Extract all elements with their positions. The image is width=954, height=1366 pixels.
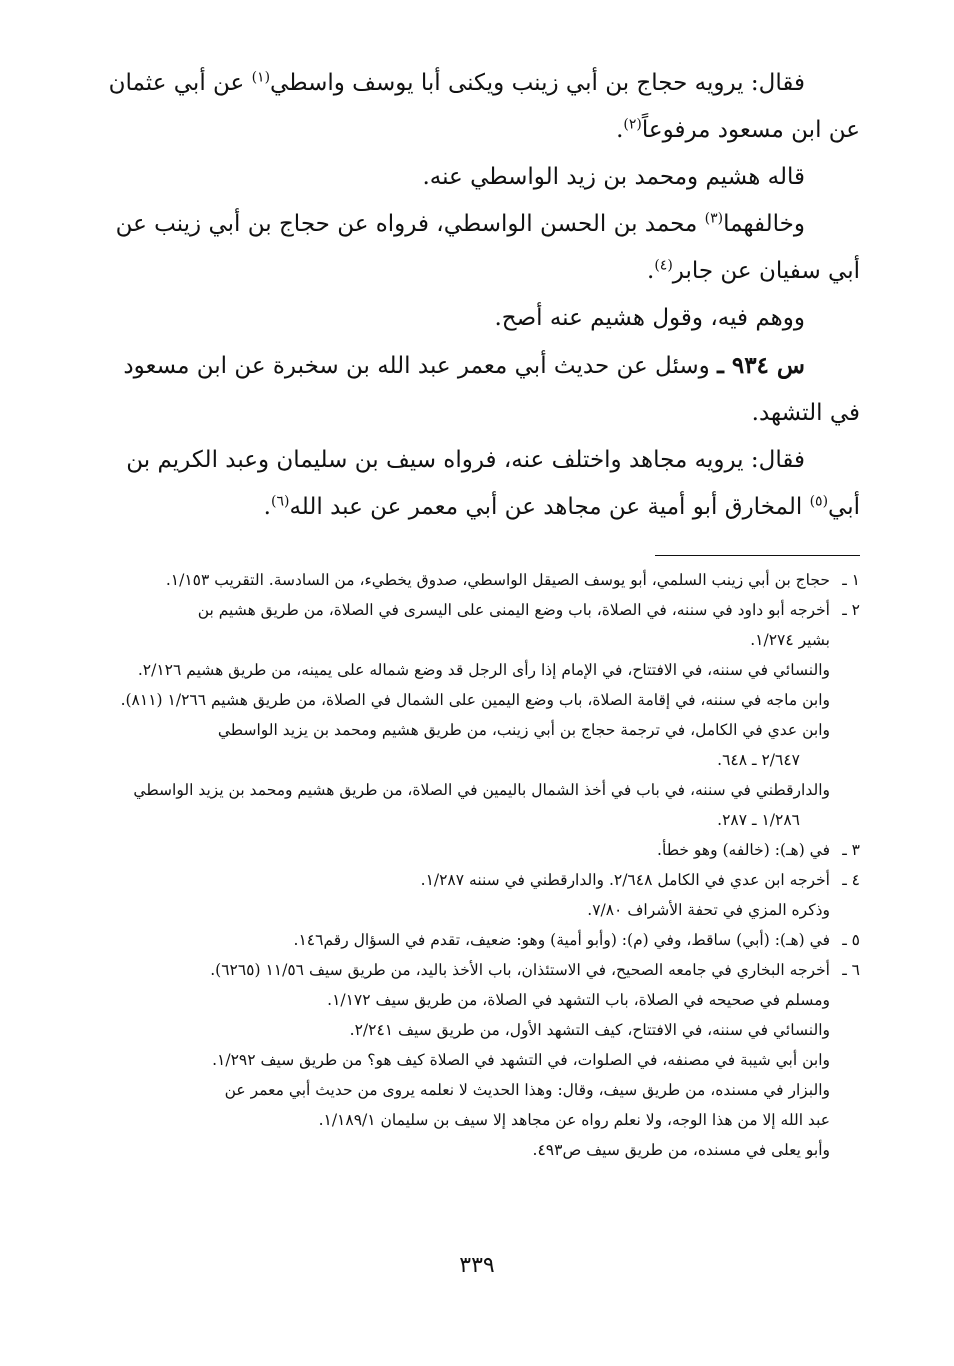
footnotes <box>120 565 860 1165</box>
footnote-number: ١ ـ <box>842 571 860 589</box>
question-number: س ٩٣٤ ـ <box>717 352 805 379</box>
main-text <box>108 60 860 531</box>
footnote-ref[interactable]: (٣) <box>704 210 724 227</box>
footnote-line: وابن أبي شيبة في مصنفه، في الصلوات، في التشهد في الصلاة كيف هو؟ من طريق سيف ١/٢٩٢. <box>212 1051 830 1069</box>
text-line: في التشهد. <box>751 400 860 426</box>
footnote-line: في (هـ): (خالفه) وهو خطأ. <box>657 841 830 859</box>
footnote-line: ١/٢٨٦ ـ ٢٨٧. <box>717 811 800 829</box>
footnote <box>135 565 860 595</box>
footnote <box>135 595 860 655</box>
footnote <box>135 835 860 865</box>
page-number: ٣٣٩ <box>459 1253 495 1278</box>
footnote-line: وابن ماجه في سننه، في إقامة الصلاة، باب وضع اليمين على الشمال في الصلاة، من طريق هشيم ١/٢٦٦ (٨١١). <box>120 691 830 709</box>
footnote-line: في (هـ): (أبي) ساقط، وفي (م): (وأبو أمية) وهو: ضعيف، تقدم في السؤال رقم١٤٦. <box>293 931 830 949</box>
text-line: ووهم فيه، وقول هشيم عنه أصح. <box>494 305 805 331</box>
text-line: أبي$^{(٥)}$ المخارق أبو أمية عن مجاهد عن أبي معمر عن عبد الله$^{(٦)}$. <box>263 493 860 520</box>
footnote-continuation <box>120 655 860 835</box>
text-line: وخالفهما$^{(٣)}$ محمد بن الحسن الواسطي، فرواه عن حجاج بن أبي زينب عن <box>115 210 805 237</box>
footnote-ref[interactable]: (٤) <box>654 257 673 274</box>
footnote-line: أخرجه أبو داود في سننه، في الصلاة، باب وضع اليمنى على اليسرى في الصلاة، من طريق هشيم بن <box>197 601 830 619</box>
text-line: فقال: يرويه حجاج بن أبي زينب ويكنى أبا يوسف واسطي$^{(١)}$ عن أبي عثمان <box>108 69 805 96</box>
footnote-ref[interactable]: (٢) <box>623 116 642 133</box>
footnote-line: بشير ١/٢٧٤. <box>750 631 830 649</box>
footnote-line: ومسلم في صحيحه في الصلاة، باب التشهد في الصلاة، من طريق سيف ١/١٧٢. <box>327 991 830 1009</box>
footnote-line: والنسائي في سننه، في الافتتاح، في الإمام إذا رأى الرجل قد وضع شماله على يمينه، من طريق هشيم ٢/١٢٦. <box>137 661 830 679</box>
footnote-line: أخرجه البخاري في جامعه الصحيح، في الاستئذان، باب الأخذ باليد، من طريق سيف ١١/٥٦ (٦٢٦٥). <box>210 961 830 979</box>
footnote-ref[interactable]: (٦) <box>270 493 290 510</box>
question-line: س ٩٣٤ ـ وسئل عن حديث أبي معمر عبد الله بن سخبرة عن ابن مسعود <box>123 352 805 379</box>
footnote-ref[interactable]: (١) <box>251 69 271 86</box>
footnote-number: ٥ ـ <box>842 931 860 949</box>
footnote-number: ٦ ـ <box>842 961 860 979</box>
text-line: عن ابن مسعود مرفوعاً$^{(٢)}$. <box>616 116 860 143</box>
footnote-line: عبد الله إلا من هذا الوجه، ولا نعلم رواه عن مجاهد إلا سيف بن سليمان ١/١٨٩/١. <box>318 1111 830 1129</box>
footnote <box>135 955 860 1165</box>
text-line: أبي سفيان عن جابر$^{(٤)}$. <box>647 257 860 284</box>
footnote <box>135 925 860 955</box>
footnote-divider <box>655 555 860 556</box>
footnote-line: وأبو يعلى في مسنده، من طريق سيف ص٤٩٣. <box>532 1141 830 1159</box>
footnote-line: حجاج بن أبي زينب السلمي، أبو يوسف الصيقل الواسطي، صدوق يخطيء، من السادسة. التقريب ١/١٥٣. <box>165 571 830 589</box>
footnote-line: والدارقطني في سننه، في باب في أخذ الشمال باليمين في الصلاة، من طريق هشيم ومحمد بن يزيد الواسطي <box>133 781 830 799</box>
footnote-number: ٢ ـ <box>842 601 860 619</box>
footnote <box>135 865 860 925</box>
footnote-ref[interactable]: (٥) <box>809 493 829 510</box>
text-line: قاله هشيم ومحمد بن زيد الواسطي عنه. <box>422 164 805 190</box>
footnote-line: وابن عدي في الكامل، في ترجمة حجاج بن أبي زينب، من طريق هشيم ومحمد بن يزيد الواسطي <box>217 721 830 739</box>
footnote-line: ٢/٦٤٧ ـ ٦٤٨. <box>717 751 800 769</box>
footnote-line: أخرجه ابن عدي في الكامل ٢/٦٤٨. والدارقطني في سننه ١/٢٨٧. <box>420 871 830 889</box>
footnote-line: والنسائي في سننه، في الافتتاح، كيف التشهد الأول، من طريق سيف ٢/٢٤١. <box>349 1021 830 1039</box>
footnote-number: ٣ ـ <box>842 841 860 859</box>
footnote-line: وذكره المزي في تحفة الأشراف ٧/٨٠. <box>587 901 830 919</box>
footnote-line: والبزار في مسنده، من طريق سيف، وقال: وهذا الحديث لا نعلمه يروى من حديث أبي معمر عن <box>224 1081 830 1099</box>
footnote-number: ٤ ـ <box>842 871 860 889</box>
text-line: فقال: يرويه مجاهد واختلف عنه، فرواه سيف بن سليمان وعبد الكريم بن <box>126 447 805 473</box>
